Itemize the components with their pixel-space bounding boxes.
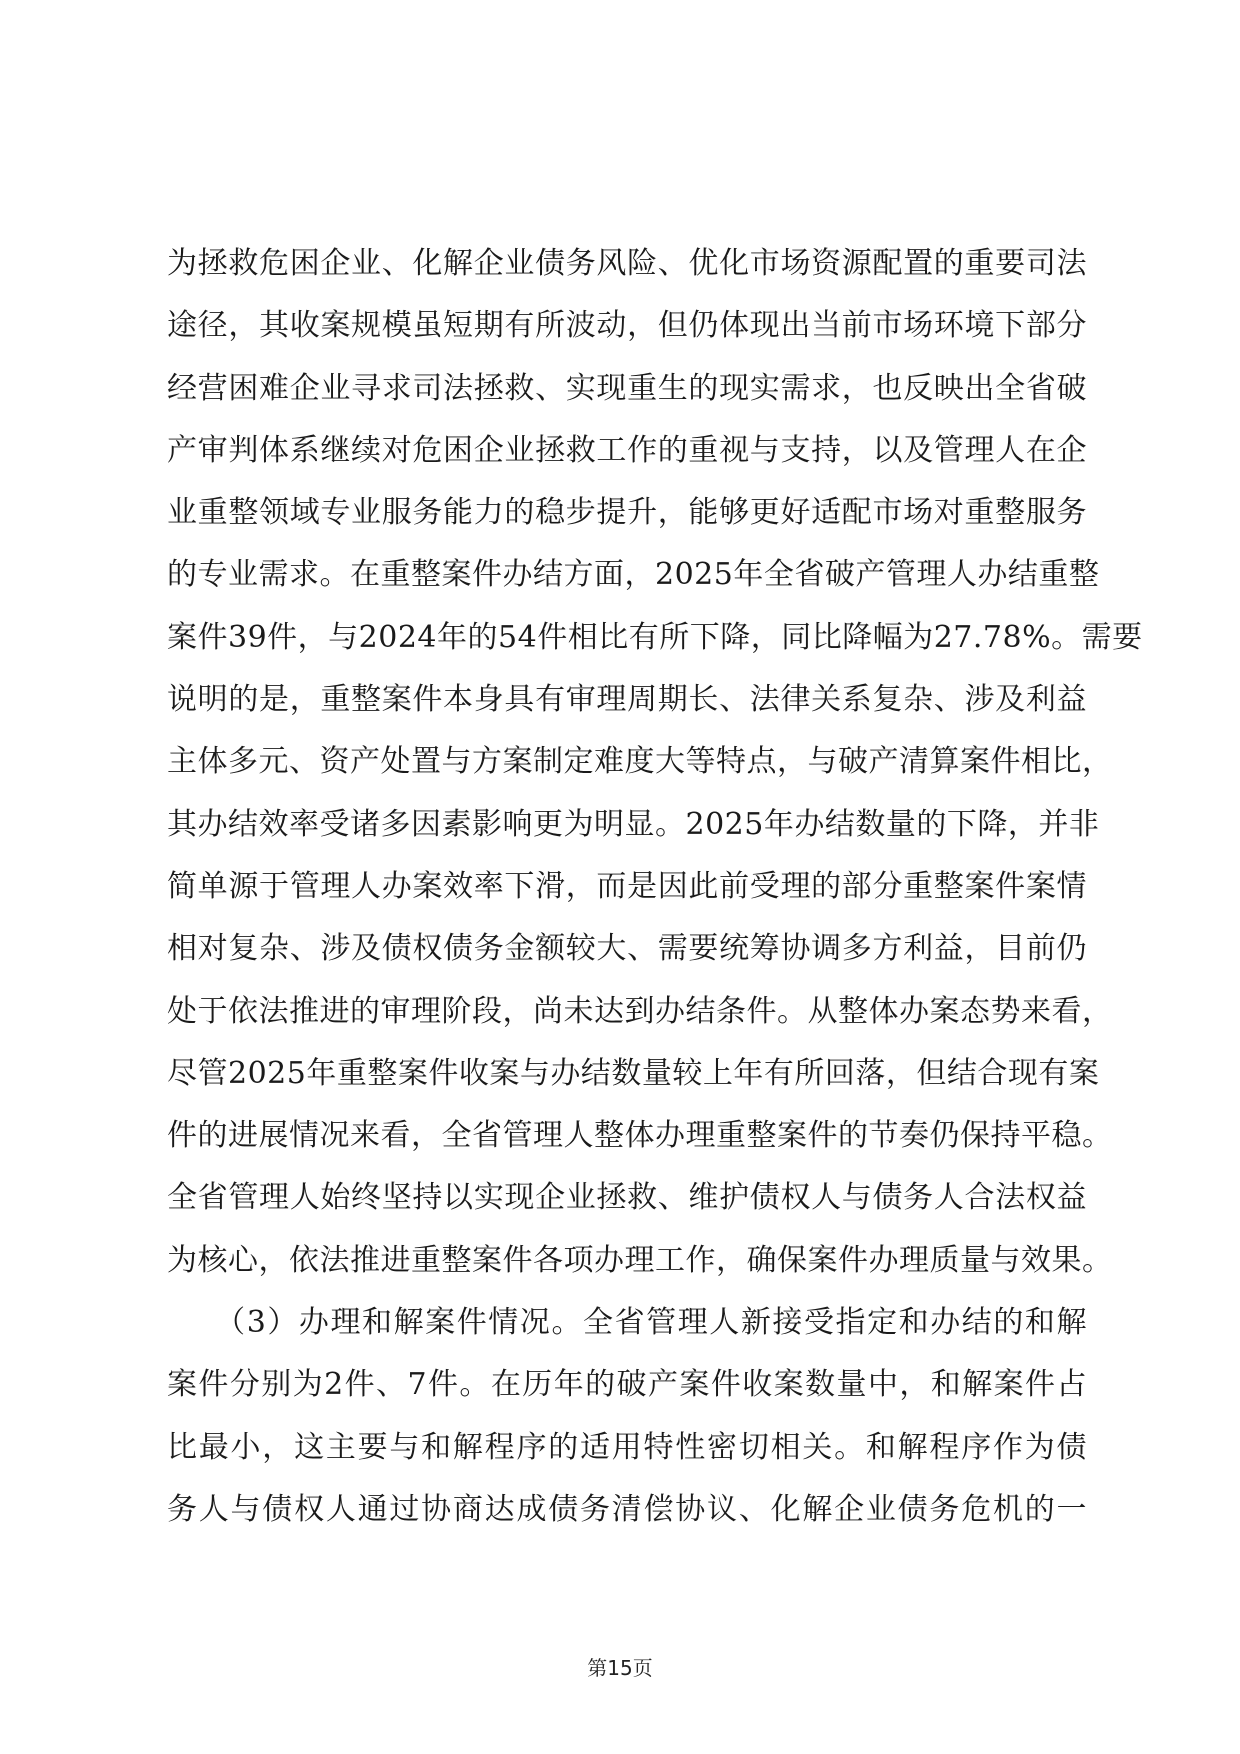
text-line: 经营困难企业寻求司法拯救、实现重生的现实需求，也反映出全省破 [167, 370, 1087, 406]
text-line: 处于依法推进的审理阶段，尚未达到办结条件。从整体办案态势来看， [167, 993, 1113, 1029]
text-line: 相对复杂、涉及债权债务金额较大、需要统筹协调多方利益，目前仍 [167, 931, 1087, 967]
text-line: 的专业需求。在重整案件办结方面，2025年全省破产管理人办结重整 [167, 557, 1100, 593]
paragraph-1 [167, 233, 1143, 1292]
text-line: 件的进展情况来看，全省管理人整体办理重整案件的节奏仍保持平稳。 [167, 1118, 1113, 1154]
text-line: 比最小，这主要与和解程序的适用特性密切相关。和解程序作为债 [167, 1429, 1087, 1465]
text-line: 业重整领域专业服务能力的稳步提升，能够更好适配市场对重整服务 [167, 495, 1087, 531]
text-line: 案件分别为2件、7件。在历年的破产案件收案数量中，和解案件占 [167, 1367, 1087, 1403]
text-line: 案件39件，与2024年的54件相比有所下降，同比降幅为27.78%。需要 [167, 619, 1143, 655]
page-number: 第15页 [587, 1656, 653, 1680]
body-text [167, 233, 1143, 1541]
text-line: 途径，其收案规模虽短期有所波动，但仍体现出当前市场环境下部分 [167, 308, 1087, 344]
text-line: 其办结效率受诸多因素影响更为明显。2025年办结数量的下降，并非 [167, 806, 1100, 842]
text-line: （3）办理和解案件情况。全省管理人新接受指定和办结的和解 [167, 1305, 1087, 1341]
text-line: 简单源于管理人办案效率下滑，而是因此前受理的部分重整案件案情 [167, 868, 1087, 904]
text-line: 主体多元、资产处置与方案制定难度大等特点，与破产清算案件相比， [167, 744, 1113, 780]
text-line: 为核心，依法推进重整案件各项办理工作，确保案件办理质量与效果。 [167, 1242, 1113, 1278]
text-line: 尽管2025年重整案件收案与办结数量较上年有所回落，但结合现有案 [167, 1055, 1100, 1091]
text-line: 务人与债权人通过协商达成债务清偿协议、化解企业债务危机的一 [167, 1491, 1087, 1527]
paragraph-2 [167, 1292, 1087, 1541]
text-line: 全省管理人始终坚持以实现企业拯救、维护债权人与债务人合法权益 [167, 1180, 1087, 1216]
text-line: 为拯救危困企业、化解企业债务风险、优化市场资源配置的重要司法 [167, 246, 1087, 281]
text-line: 产审判体系继续对危困企业拯救工作的重视与支持，以及管理人在企 [167, 432, 1087, 468]
text-line: 说明的是，重整案件本身具有审理周期长、法律关系复杂、涉及利益 [167, 682, 1087, 718]
